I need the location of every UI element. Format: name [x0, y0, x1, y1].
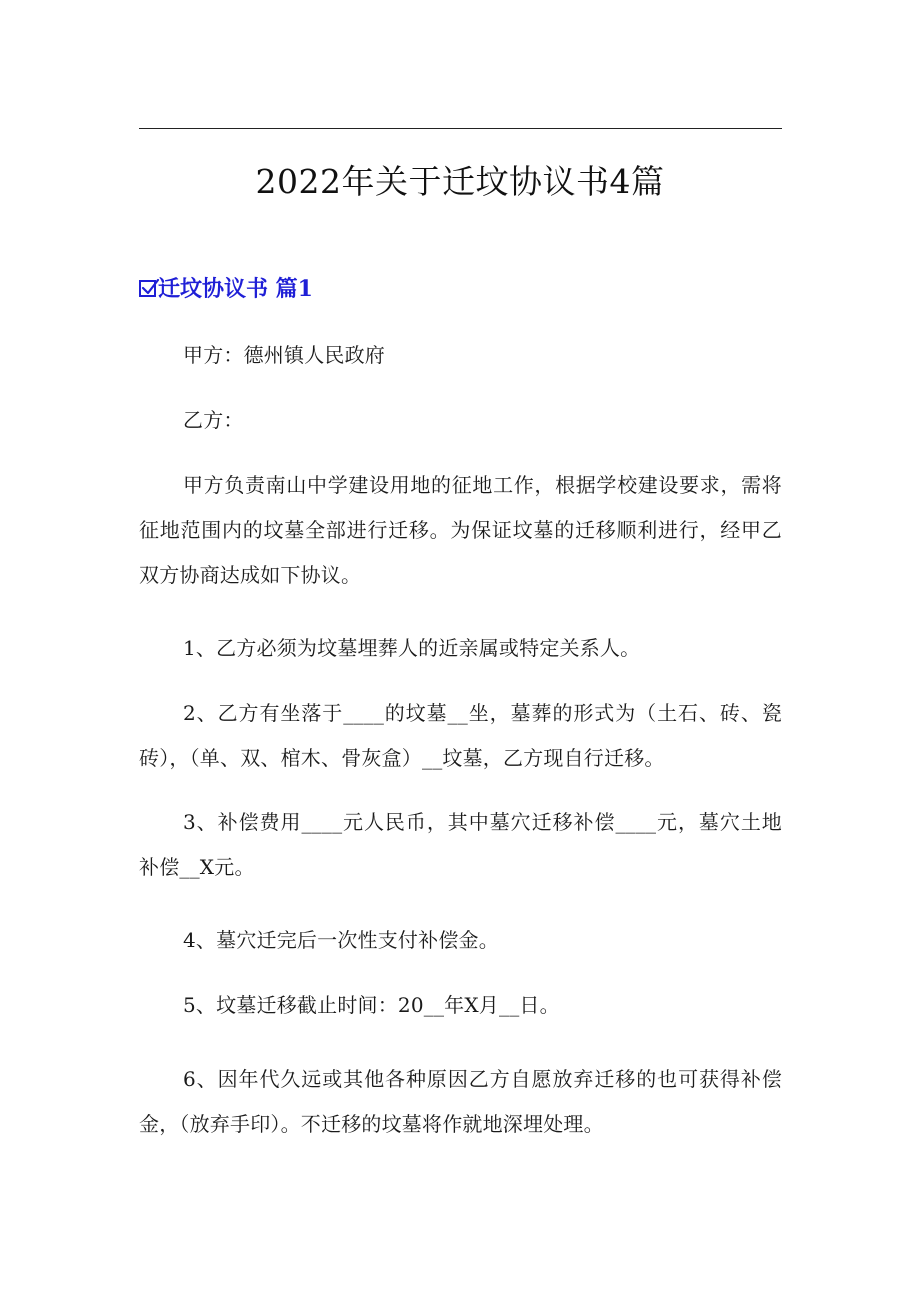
party-a-line: 甲方：德州镇人民政府 [183, 343, 385, 367]
checkbox-checked-icon [139, 280, 156, 297]
clause-2: 2、乙方有坐落于____的坟墓__坐，墓葬的形式为（土石、砖、瓷砖），（单、双、棺木、骨灰盒）__坟墓，乙方现自行迁移。 [139, 701, 782, 770]
clause-3: 3、补偿费用____元人民币，其中墓穴迁移补偿____元，墓穴土地补偿__X元。 [139, 810, 782, 879]
intro-paragraph: 甲方负责南山中学建设用地的征地工作，根据学校建设要求，需将征地范围内的坟墓全部进行迁移。为保证坟墓的迁移顺利进行，经甲乙双方协商达成如下协议。 [139, 473, 782, 587]
clause-5: 5、坟墓迁移截止时间：20__年X月__日。 [183, 993, 560, 1017]
clause-6: 6、因年代久远或其他各种原因乙方自愿放弃迁移的也可获得补偿金，（放弃手印）。不迁移的坟墓将作就地深埋处理。 [139, 1067, 782, 1136]
section-heading-text: 迁坟协议书 篇1 [158, 276, 313, 302]
document-title: 2022年关于迁坟协议书4篇 [255, 162, 665, 201]
header-rule [139, 128, 782, 129]
clause-4: 4、墓穴迁完后一次性支付补偿金。 [183, 928, 499, 952]
party-b-line: 乙方： [183, 408, 244, 432]
section-heading [139, 272, 313, 306]
clause-1: 1、乙方必须为坟墓埋葬人的近亲属或特定关系人。 [183, 636, 641, 660]
